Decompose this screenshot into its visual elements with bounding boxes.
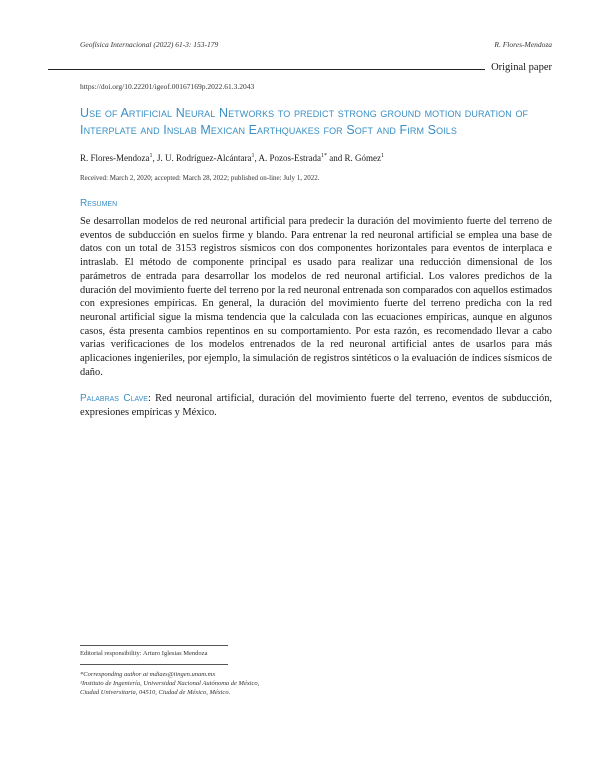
affiliation-line: ¹Instituto de Ingeniería, Universidad Nacional Autónoma de México, [80, 680, 260, 687]
abstract-heading: Resumen [80, 198, 118, 209]
keywords-paragraph: Palabras Clave: Red neuronal artificial, duración del movimiento fuerte del terreno, eventos de subducción, expresiones empíricas y México. [80, 393, 552, 418]
footnote-divider [80, 664, 228, 665]
keywords-text: Red neuronal artificial, duración del movimiento fuerte del terreno, eventos de subducción, expresiones empíricas y México. [80, 393, 552, 418]
author-affiliation-mark: 1* [320, 153, 327, 159]
corresponding-author-note: *Corresponding author at mdiazs@iingen.unam.mx [80, 671, 216, 678]
running-head [80, 40, 552, 49]
author-name: A. Pozos-Estrada [258, 153, 321, 163]
author-affiliation-mark: 1 [380, 153, 384, 159]
abstract-text: Se desarrollan modelos de red neuronal artificial para predecir la duración del movimiento fuerte del terreno de eventos de subducción en suelos firme y blando. Para entrenar la red neuronal artificial se emplea una base de datos con un total de 3153 registros sísmicos con dos componentes horizontales para eventos de interplaca e intraslab. El método de componente principal es usado para realizar una reducción dimensional de los parámetros de entrada para desarrollar los modelos de red neuronal artificial. Los valores predichos de la duración del movimiento fuerte del terreno por la red neuronal entrenada son comparados con aquellos estimados con expresiones empíricas. En general, la duración del movimiento fuerte del terreno predicha con la red neuronal artificial sigue la misma tendencia que la calculada con las ecuaciones empíricas, aunque en algunos casos, ésta presenta cambios repentinos en su comportamiento. Por esta razón, es recomendado llevar a cabo varias verificaciones de los modelos entrenados de la red neuronal artificial antes de usarlos para más aplicaciones ingenieriles, por ejemplo, la simulación de registros sintéticos o la evaluación de índices sísmicos de daño. [80, 216, 552, 378]
doi-link[interactable]: https://doi.org/10.22201/igeof.00167169p.2022.61.3.2043 [80, 82, 255, 91]
author-name: R. Flores-Mendoza [80, 153, 150, 163]
editorial-responsibility: Editorial responsibility: Arturo Iglesias Mendoza [80, 650, 208, 657]
paper-title: Use of Artificial Neural Networks to predict strong ground motion duration of Interplate and Inslab Mexican Earthquakes for Soft and Firm Soils [80, 106, 529, 137]
keywords-label: Palabras Clave [80, 393, 148, 404]
author-affiliation-mark: 1 [149, 153, 153, 159]
author-list: R. Flores-Mendoza$^1$, J. U. Rodríguez-Alcántara$^1$, A. Pozos-Estrada$^{1*}$ and R. Gómez$^1$ [80, 153, 384, 163]
footnote-divider [80, 645, 228, 646]
header-rule [48, 62, 552, 73]
author-name: J. U. Rodríguez-Alcántara [157, 153, 252, 163]
footnotes [80, 670, 340, 697]
author-name: R. Gómez [344, 153, 381, 163]
publication-dates: Received: March 2, 2020; accepted: March 28, 2022; published on-line: July 1, 2022. [80, 174, 320, 182]
paper-type-label: Original paper [491, 62, 552, 73]
author-affiliation-mark: 1 [251, 153, 255, 159]
journal-citation: Geofísica Internacional (2022) 61-3: 153-179 [80, 40, 219, 49]
affiliation-line: Ciudad Universitaria, 04510, Ciudad de México, México. [80, 689, 231, 696]
running-author: R. Flores-Mendoza [494, 40, 552, 49]
header-line [48, 69, 485, 70]
